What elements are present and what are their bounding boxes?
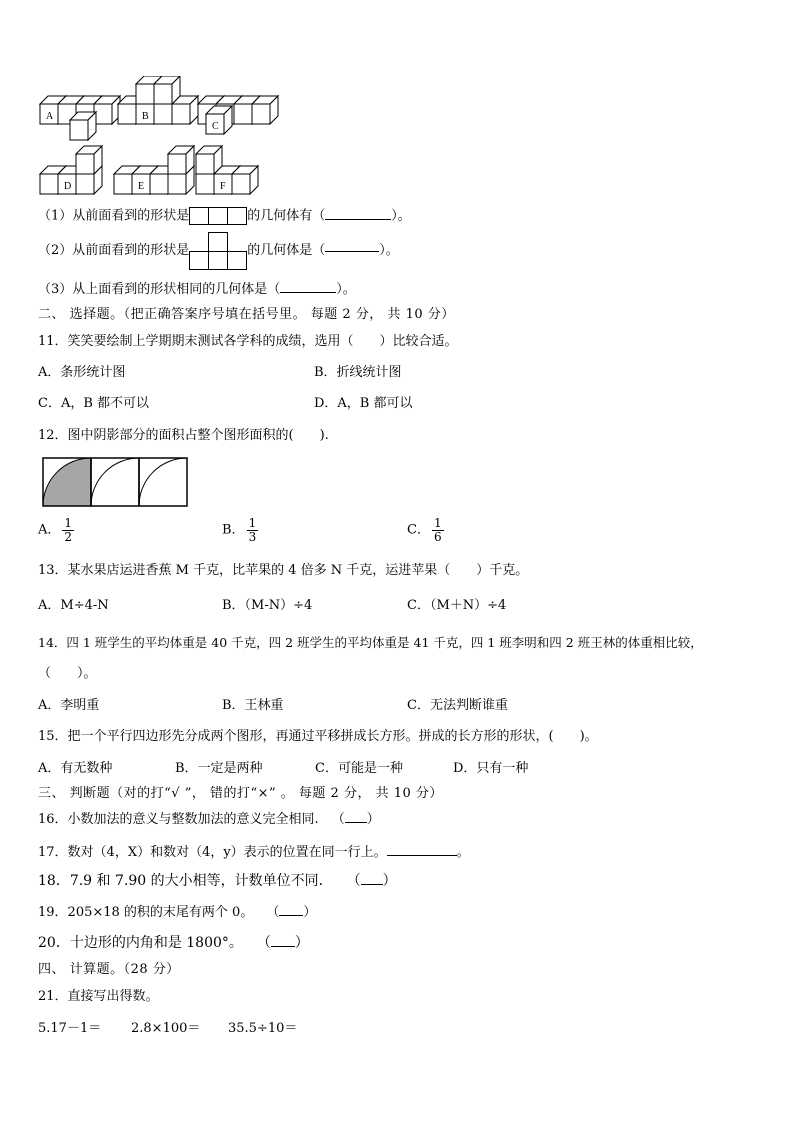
q12-option-a[interactable] [38, 517, 74, 543]
q21-expr-1: 5.17－1＝ [38, 1021, 102, 1036]
q3-prefix: （3）从上面看到的形状相同的几何体是（ [38, 282, 281, 297]
option-label: B． [222, 522, 245, 538]
q2-suffix: 的几何体是（ [247, 243, 326, 259]
figure-f [196, 146, 258, 194]
q13-stem: 13．某水果店运进香蕉 M 千克，比苹果的 4 倍多 N 千克，运进苹果（ ）千克。 [38, 563, 529, 578]
q3-answer-blank[interactable] [280, 292, 336, 293]
figure-label: C [212, 121, 219, 132]
q2-end: ）。 [379, 243, 399, 259]
q12-stem: 12．图中阴影部分的面积占整个图形面积的( ). [38, 428, 329, 443]
q16-answer-blank[interactable] [345, 822, 367, 823]
q12-option-c[interactable] [407, 517, 444, 543]
section-4-title: 四、 计算题。（28 分） [38, 962, 180, 977]
figure-a [40, 96, 120, 140]
q19: 19．205×18 的积的末尾有两个 0。 （ ） [38, 905, 317, 920]
figure-b [118, 76, 198, 124]
q17-text: 17．数对（4，X）和数对（4，y）表示的位置在同一行上。 [38, 845, 387, 860]
q15-option-a[interactable]: A．有无数种 [38, 761, 113, 776]
figure-d [40, 146, 102, 194]
q20: 20．十边形的内角和是 1800°。 （ ） [38, 935, 309, 951]
figure-label: A [46, 111, 54, 122]
q13-option-b[interactable]: B．（M-N）÷4 [222, 598, 313, 613]
l-shape-squares-icon [189, 232, 247, 270]
figure-label: D [64, 181, 72, 192]
q20-answer-blank[interactable] [271, 946, 295, 947]
q14-option-a[interactable]: A．李明重 [38, 698, 100, 713]
q1-suffix: 的几何体有（ [247, 208, 326, 224]
q14-stem-cont: （ ）。 [38, 666, 97, 681]
shaded-quarter-circle [43, 458, 91, 506]
figure-label: F [220, 181, 226, 192]
fraction: $\frac{1}{2}$ [64, 516, 73, 544]
q18: 18．7.9 和 7.90 的大小相等，计数单位不同． （ ） [38, 873, 397, 889]
q3-end: ）。 [336, 282, 356, 297]
q19-answer-blank[interactable] [279, 915, 303, 916]
fraction: $\frac{1}{6}$ [433, 516, 442, 544]
sub-question-2 [38, 232, 399, 270]
q11-option-c[interactable]: C．A，B 都不可以 [38, 396, 150, 411]
q15-option-c[interactable]: C．可能是一种 [315, 761, 403, 776]
q16-text: 16．小数加法的意义与整数加法的意义完全相同. [38, 812, 319, 827]
q12-shaded-figure [42, 457, 194, 507]
cube-figures [36, 76, 296, 196]
q13-option-c[interactable]: C．（M＋N）÷4 [407, 598, 507, 613]
q17-answer-blank[interactable] [387, 855, 457, 856]
q11-stem: 11．笑笑要绘制上学期期末测试各学科的成绩，选用（ ）比较合适。 [38, 334, 458, 349]
q21-expr-3: 35.5÷10＝ [228, 1021, 298, 1036]
q11-option-a[interactable]: A．条形统计图 [38, 365, 126, 380]
q19-text: 19．205×18 的积的末尾有两个 0。 [38, 905, 254, 920]
q11-option-b[interactable]: B．折线统计图 [314, 365, 402, 380]
q16: 16．小数加法的意义与整数加法的意义完全相同. （ ） [38, 812, 380, 827]
sub-question-3 [38, 282, 356, 298]
q21-stem: 21．直接写出得数。 [38, 989, 159, 1004]
section-2-title: 二、 选择题。（把正确答案序号填在括号里。 每题 2 分， 共 10 分） [38, 307, 455, 322]
q15-stem: 15．把一个平行四边形先分成两个图形，再通过平移拼成长方形。拼成的长方形的形状，( )。 [38, 729, 598, 744]
q1-end: ）。 [391, 208, 411, 224]
q18-answer-blank[interactable] [361, 884, 383, 885]
fraction: $\frac{1}{3}$ [248, 516, 257, 544]
q14-option-b[interactable]: B．王林重 [222, 698, 284, 713]
q2-answer-blank[interactable] [325, 251, 379, 252]
q12-option-b[interactable] [222, 517, 258, 543]
section-3-title: 三、 判断题（对的打“√ ”， 错的打“×” 。 每题 2 分， 共 10 分） [38, 786, 443, 801]
three-squares-icon [189, 207, 247, 225]
q18-text: 18．7.9 和 7.90 的大小相等，计数单位不同． [38, 873, 333, 889]
q17: 17．数对（4，X）和数对（4，y）表示的位置在同一行上。 。 [38, 845, 470, 860]
q14-stem: 14．四 1 班学生的平均体重是 40 千克，四 2 班学生的平均体重是 41 千克，四 1 班李明和四 2 班王林的体重相比较， [38, 635, 703, 650]
q21-expr-2: 2.8×100＝ [131, 1021, 201, 1036]
sub-question-1 [38, 207, 411, 225]
figure-label: E [138, 181, 145, 192]
q1-prefix: （1）从前面看到的形状是 [38, 208, 190, 224]
figure-label: B [142, 111, 149, 122]
q20-text: 20．十边形的内角和是 1800°。 [38, 935, 243, 951]
figure-e [114, 146, 194, 194]
q2-prefix: （2）从前面看到的形状是 [38, 243, 190, 259]
q1-answer-blank[interactable] [325, 219, 391, 220]
q13-option-a[interactable]: A．M÷4-N [38, 598, 109, 613]
figure-c [198, 96, 278, 134]
q14-option-c[interactable]: C．无法判断谁重 [407, 698, 508, 713]
option-label: A． [38, 522, 61, 538]
q11-option-d[interactable]: D．A，B 都可以 [314, 396, 413, 411]
q15-option-d[interactable]: D．只有一种 [453, 761, 529, 776]
option-label: C． [407, 522, 430, 538]
q15-option-b[interactable]: B．一定是两种 [175, 761, 263, 776]
